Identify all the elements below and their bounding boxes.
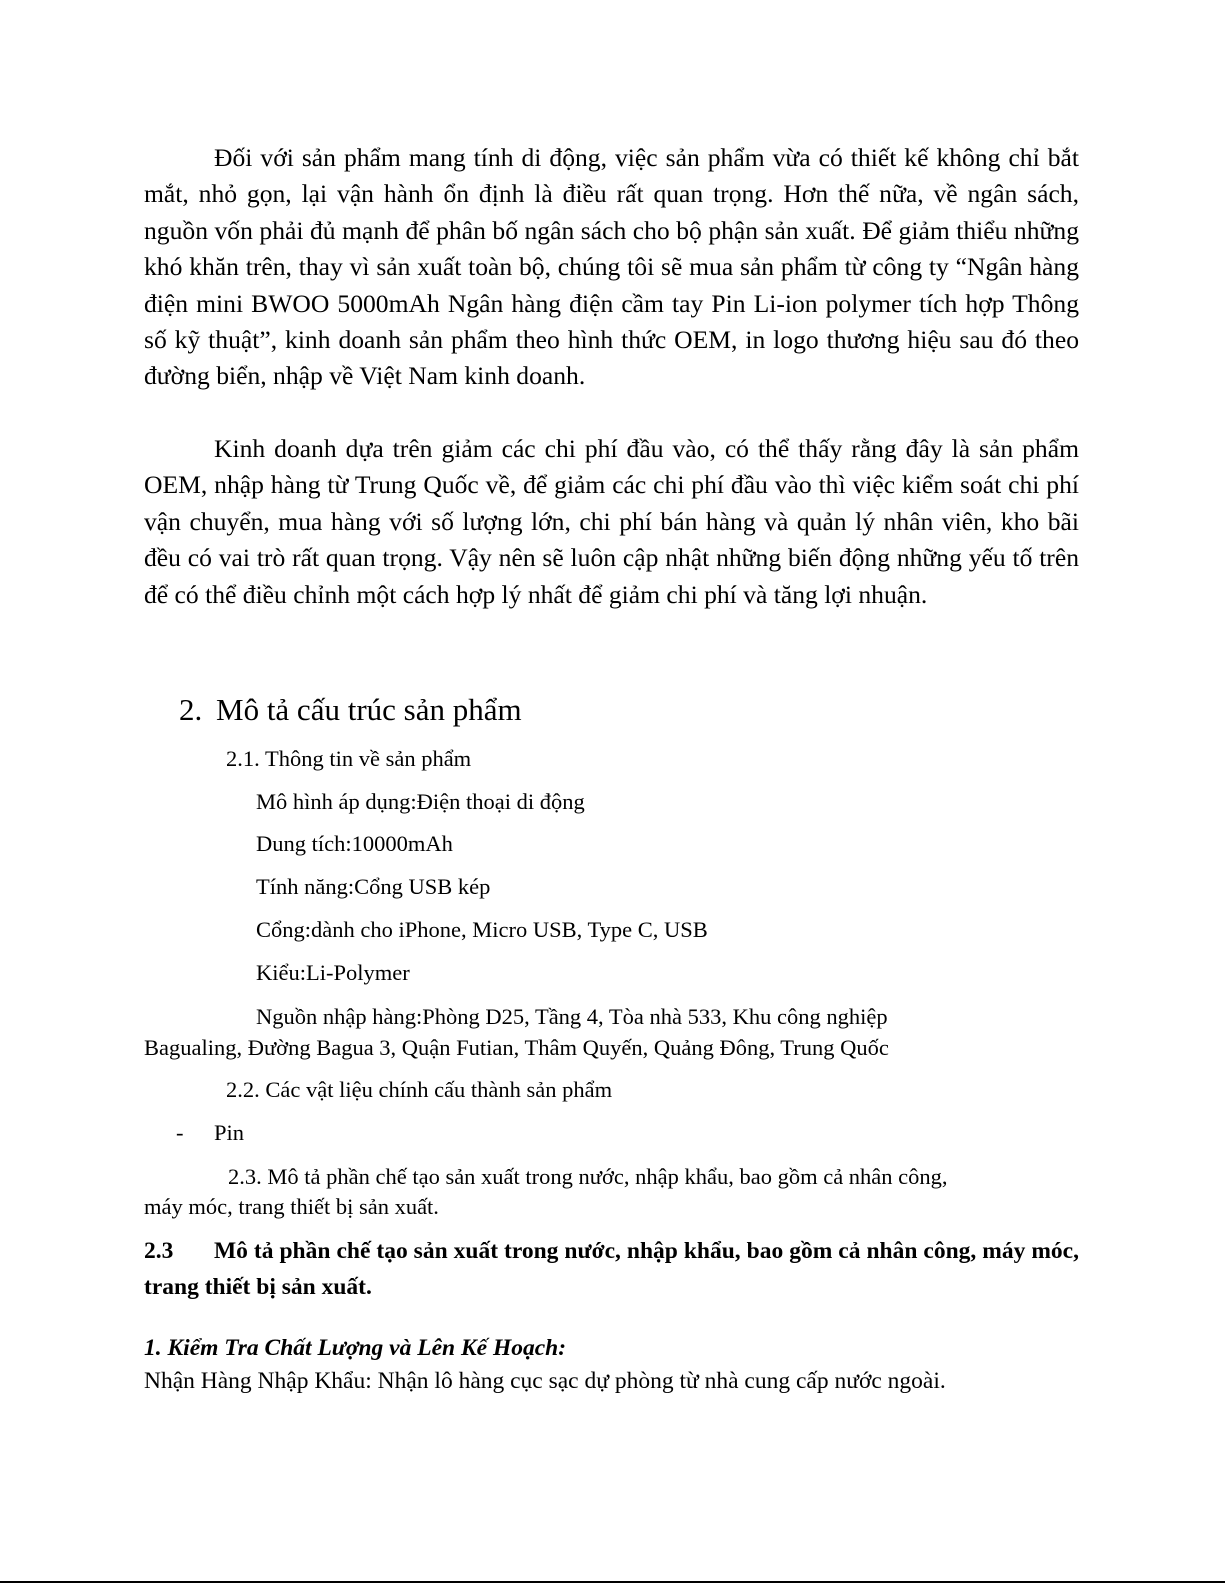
section-heading (179, 690, 522, 730)
subsection-manufacturing-line1: 2.3. Mô tả phần chế tạo sản xuất trong nước, nhập khẩu, bao gồm cả nhân công, (228, 1164, 948, 1189)
section-title: Mô tả cấu trúc sản phẩm (216, 692, 522, 727)
subsection-manufacturing-line2: máy móc, trang thiết bị sản xuất. (144, 1194, 439, 1219)
paragraph-intro (144, 140, 1079, 395)
bold-section-text: Mô tả phần chế tạo sản xuất trong nước, nhập khẩu, bao gồm cả nhân công, máy móc, trang thiết bị sản xuất. (144, 1238, 1079, 1300)
spec-model: Mô hình áp dụng:Điện thoại di động (256, 789, 585, 814)
spec-feature: Tính năng:Cổng USB kép (256, 874, 491, 899)
import-receiving-line: Nhận Hàng Nhập Khẩu: Nhận lô hàng cục sạc dự phòng từ nhà cung cấp nước ngoài. (144, 1368, 946, 1394)
bullet-dash: - (176, 1120, 184, 1145)
bullet-item (176, 1118, 244, 1148)
bold-section-number: 2.3 (144, 1238, 174, 1264)
section-number: 2. (179, 692, 203, 727)
bullet-text: Pin (214, 1120, 245, 1145)
italic-heading: 1. Kiểm Tra Chất Lượng và Lên Kế Hoạch: (144, 1335, 567, 1361)
spec-ports: Cổng:dành cho iPhone, Micro USB, Type C, USB (256, 917, 708, 942)
subsection-product-info: 2.1. Thông tin về sản phẩm (226, 746, 472, 771)
spec-source-line1: Nguồn nhập hàng:Phòng D25, Tầng 4, Tòa nhà 533, Khu công nghiệp (256, 1004, 888, 1029)
paragraph-costs (144, 431, 1079, 613)
paragraph-costs-text: Kinh doanh dựa trên giảm các chi phí đầu vào, có thể thấy rằng đây là sản phẩm OEM, nhập hàng từ Trung Quốc về, để giảm các chi phí đầu vào thì việc kiểm soát chi phí vận chuyển, mua hàng với số lượng lớn, chi phí bán hàng và quản lý nhân viên, kho bãi đều có vai trò rất quan trọng. Vậy nên sẽ luôn cập nhật những biến động những yếu tố trên để có thể điều chỉnh một cách hợp lý nhất để giảm chi phí và tăng lợi nhuận. (144, 434, 1079, 609)
paragraph-intro-text: Đối với sản phẩm mang tính di động, việc sản phẩm vừa có thiết kế không chỉ bắt mắt, nhỏ gọn, lại vận hành ổn định là điều rất quan trọng. Hơn thế nữa, về ngân sách, nguồn vốn phải đủ mạnh để phân bố ngân sách cho bộ phận sản xuất. Để giảm thiểu những khó khăn trên, thay vì sản xuất toàn bộ, chúng tôi sẽ mua sản phẩm từ công ty “Ngân hàng điện mini BWOO 5000mAh Ngân hàng điện cầm tay Pin Li-ion polymer tích hợp Thông số kỹ thuật”, kinh doanh sản phẩm theo hình thức OEM, in logo thương hiệu sau đó theo đường biển, nhập về Việt Nam kinh doanh. (144, 143, 1079, 391)
subsection-materials: 2.2. Các vật liệu chính cấu thành sản phẩm (226, 1077, 613, 1102)
bold-section-heading (144, 1233, 1079, 1305)
spec-type: Kiểu:Li-Polymer (256, 960, 410, 985)
page-bottom-rule (0, 1581, 1225, 1583)
spec-source-line2: Bagualing, Đường Bagua 3, Quận Futian, Thâm Quyến, Quảng Đông, Trung Quốc (144, 1035, 889, 1060)
spec-capacity: Dung tích:10000mAh (256, 831, 453, 856)
